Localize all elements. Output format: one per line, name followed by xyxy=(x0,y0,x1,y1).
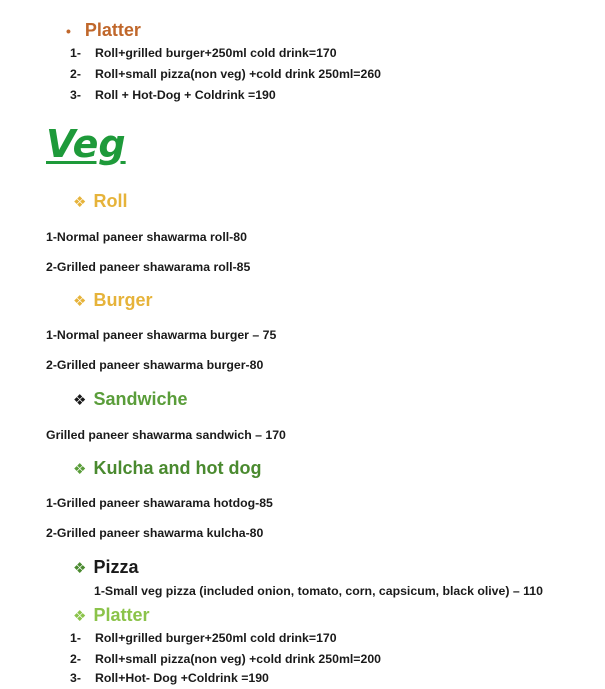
veg-sandwiche-heading: Sandwiche xyxy=(93,389,188,409)
veg-platter-heading-row xyxy=(73,605,149,626)
nonveg-platter-heading: Platter xyxy=(84,20,141,40)
veg-kulcha-item-2: 2-Grilled paneer shawarma kulcha-80 xyxy=(46,526,264,540)
veg-title: Veg xyxy=(46,122,126,166)
veg-burger-heading: Burger xyxy=(93,290,153,310)
veg-roll-item-2: 2-Grilled paneer shawarama roll-85 xyxy=(46,260,251,274)
veg-kulcha-item-1: 1-Grilled paneer shawarama hotdog-85 xyxy=(46,496,273,510)
veg-platter-item-3 xyxy=(70,671,269,685)
veg-burger-item-2: 2-Grilled paneer shawarma burger-80 xyxy=(46,358,264,372)
diamond-bullet-icon: ❖ xyxy=(73,560,87,577)
item-number: 2- xyxy=(70,67,81,81)
nonveg-platter-heading-row xyxy=(66,20,141,41)
veg-pizza-heading: Pizza xyxy=(93,557,139,577)
bullet-dot-icon: • xyxy=(66,23,71,39)
veg-kulcha-heading: Kulcha and hot dog xyxy=(93,458,262,478)
item-text: Roll + Hot-Dog + Coldrink =190 xyxy=(95,88,276,102)
nonveg-platter-item-3 xyxy=(70,88,276,102)
item-text: Roll+grilled burger+250ml cold drink=170 xyxy=(95,631,337,645)
veg-roll-heading-row xyxy=(73,191,127,212)
diamond-bullet-icon: ❖ xyxy=(73,608,87,625)
veg-platter-item-1 xyxy=(70,631,337,645)
item-text: Roll+Hot- Dog +Coldrink =190 xyxy=(95,671,269,685)
nonveg-platter-item-2 xyxy=(70,67,381,81)
veg-sandwiche-item-1: Grilled paneer shawarma sandwich – 170 xyxy=(46,428,286,442)
veg-roll-heading: Roll xyxy=(93,191,128,211)
veg-kulcha-heading-row xyxy=(73,458,261,479)
veg-sandwiche-heading-row xyxy=(73,389,187,410)
item-text: Roll+grilled burger+250ml cold drink=170 xyxy=(95,46,337,60)
veg-pizza-item-1: 1-Small veg pizza (included onion, tomato, corn, capsicum, black olive) – 110 xyxy=(94,584,543,598)
veg-pizza-heading-row xyxy=(73,557,138,578)
nonveg-platter-item-1 xyxy=(70,46,337,60)
diamond-bullet-icon: ❖ xyxy=(73,293,87,310)
item-text: Roll+small pizza(non veg) +cold drink 250ml=200 xyxy=(95,652,381,666)
item-number: 1- xyxy=(70,46,81,60)
item-text: Roll+small pizza(non veg) +cold drink 250ml=260 xyxy=(95,67,381,81)
item-number: 1- xyxy=(70,631,81,645)
veg-platter-item-2 xyxy=(70,652,381,666)
item-number: 3- xyxy=(70,88,81,102)
veg-burger-heading-row xyxy=(73,290,152,311)
diamond-bullet-icon: ❖ xyxy=(73,392,87,409)
veg-roll-item-1: 1-Normal paneer shawarma roll-80 xyxy=(46,230,247,244)
veg-platter-heading: Platter xyxy=(93,605,150,625)
veg-burger-item-1: 1-Normal paneer shawarma burger – 75 xyxy=(46,328,277,342)
diamond-bullet-icon: ❖ xyxy=(73,461,87,478)
item-number: 2- xyxy=(70,652,81,666)
diamond-bullet-icon: ❖ xyxy=(73,194,87,211)
item-number: 3- xyxy=(70,671,81,685)
